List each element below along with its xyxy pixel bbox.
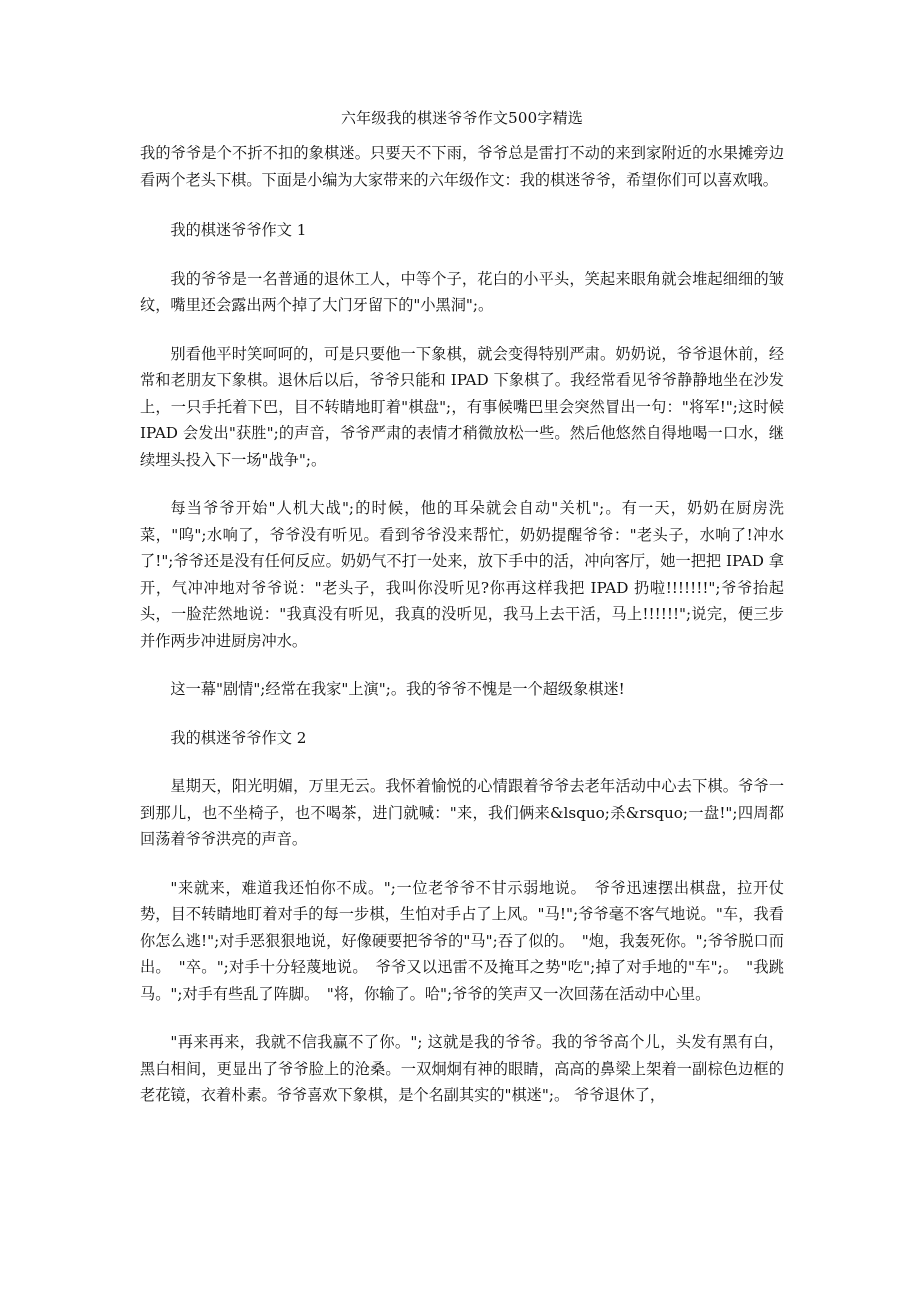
section-1-paragraph: 这一幕"剧情";经常在我家"上演";。我的爷爷不愧是一个超级象棋迷! <box>170 680 625 698</box>
section-1-paragraph: 每当爷爷开始"人机大战";的时候，他的耳朵就会自动"关机";。有一天，奶奶在厨房洗菜，"呜";水响了，爷爷没有听见。看到爷爷没来帮忙，奶奶提醒爷爷："老头子，水响了!冲水了!";爷爷还是没有任何反应。奶奶气不打一处来，放下手中的活，冲向客厅，她一把把 IPAD 拿开，气冲冲地对爷爷说："老头子，我叫你没听见?你再这样我把 IPAD 扔啦!!!!!!!";爷爷抬起头，一脸茫然地说："我真没有听见，我真的没听见，我马上去干活，马上!!!!!!";说完，便三步并作两步冲进厨房冲水。 <box>140 499 784 650</box>
section-1-heading: 我的棋迷爷爷作文 1 <box>170 221 307 239</box>
section-1-paragraph: 别看他平时笑呵呵的，可是只要他一下象棋，就会变得特别严肃。奶奶说，爷爷退休前，经常和老朋友下象棋。退休后以后，爷爷只能和 IPAD 下象棋了。我经常看见爷爷静静地坐在沙发上，一只手托着下巴，目不转睛地盯着"棋盘";，有事候嘴巴里会突然冒出一句："将军!";这时候 IPAD 会发出"获胜";的声音，爷爷严肃的表情才稍微放松一些。然后他悠然自得地喝一口水，继续埋头投入下一场"战争";。 <box>140 344 784 469</box>
document-page <box>140 108 784 1109</box>
section-2-paragraph: "来就来，难道我还怕你不成。";一位老爷爷不甘示弱地说。 爷爷迅速摆出棋盘，拉开仗势，目不转睛地盯着对手的每一步棋，生怕对手占了上风。"马!";爷爷毫不客气地说。"车，我看你怎么逃!";对手恶狠狠地说，好像硬要把爷爷的"马";吞了似的。 "炮，我轰死你。";爷爷脱口而出。 "卒。";对手十分轻蔑地说。 爷爷又以迅雷不及掩耳之势"吃";掉了对手地的"车";。 "我跳马。";对手有些乱了阵脚。 "将，你输了。哈";爷爷的笑声又一次回荡在活动中心里。 <box>140 878 784 1003</box>
intro-paragraph: 我的爷爷是个不折不扣的象棋迷。只要天不下雨，爷爷总是雷打不动的来到家附近的水果摊旁边看两个老头下棋。下面是小编为大家带来的六年级作文：我的棋迷爷爷，希望你们可以喜欢哦。 <box>140 144 784 189</box>
section-1-paragraph: 我的爷爷是一名普通的退休工人，中等个子，花白的小平头，笑起来眼角就会堆起细细的皱纹，嘴里还会露出两个掉了大门牙留下的"小黑洞";。 <box>140 269 784 314</box>
section-2-paragraph: 星期天，阳光明媚，万里无云。我怀着愉悦的心情跟着爷爷去老年活动中心去下棋。爷爷一到那儿，也不坐椅子，也不喝茶，进门就喊："来，我们俩来&lsquo;杀&rsquo;一盘!";四周都回荡着爷爷洪亮的声音。 <box>140 777 784 848</box>
section-2-paragraph: "再来再来，我就不信我赢不了你。"; 这就是我的爷爷。我的爷爷高个儿，头发有黑有白，黑白相间，更显出了爷爷脸上的沧桑。一双炯炯有神的眼睛，高高的鼻梁上架着一副棕色边框的老花镜，衣着朴素。爷爷喜欢下象棋，是个名副其实的"棋迷";。 爷爷退休了， <box>140 1033 784 1104</box>
document-title: 六年级我的棋迷爷爷作文500字精选 <box>340 109 584 127</box>
section-2-heading: 我的棋迷爷爷作文 2 <box>170 728 307 747</box>
